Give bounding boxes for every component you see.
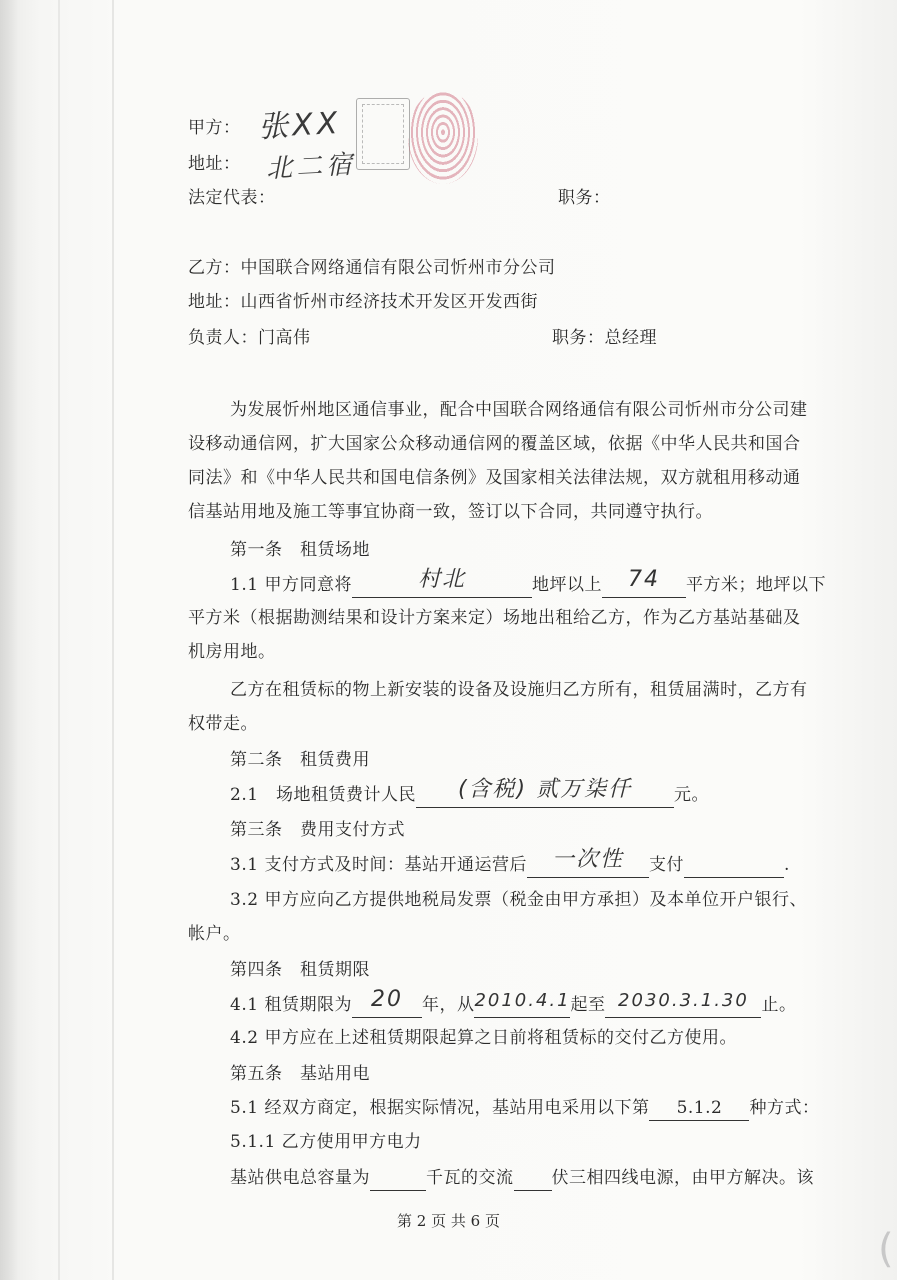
- article-3-title: 第三条 费用支付方式: [230, 820, 405, 840]
- seal-stamp: [356, 98, 410, 170]
- handwritten-end-date: 2030.3.1.30: [618, 990, 749, 1011]
- article-2-title: 第二条 租赁费用: [230, 750, 370, 770]
- article-5-3-text: 基站供电总容量为: [230, 1168, 370, 1188]
- article-5-3-text: 千瓦的交流: [426, 1168, 514, 1188]
- fill-payment-method: [527, 847, 649, 878]
- party-a-label: 甲方：: [188, 118, 241, 138]
- handwritten-location: 村北: [417, 567, 466, 592]
- fill-rent-amount: [416, 777, 674, 808]
- handwritten-start-date: 2010.4.1: [474, 990, 571, 1011]
- article-5-line: 5.1.1 乙方使用甲方电力: [230, 1132, 422, 1152]
- article-4-1-text: 4.1 租赁期限为: [230, 995, 352, 1015]
- party-a-address-label: 地址：: [188, 154, 241, 174]
- article-2-1-text: 元。: [674, 785, 710, 805]
- edge-mark: (: [878, 1226, 894, 1272]
- handwritten-payment-method: 一次性: [551, 847, 624, 872]
- page-fold-line: [112, 0, 114, 1280]
- fill-blank: [514, 1166, 552, 1191]
- article-1-title: 第一条 租赁场地: [230, 540, 370, 560]
- party-a-address-handwritten: 北二宿: [265, 149, 357, 185]
- handwritten-term-years: 20: [370, 987, 403, 1012]
- article-4-title: 第四条 租赁期限: [230, 960, 370, 980]
- fill-blank: [370, 1166, 426, 1191]
- article-1-1-text: 1.1 甲方同意将: [230, 575, 352, 595]
- article-4-1: [230, 987, 797, 1018]
- article-5-3: [230, 1166, 814, 1191]
- article-3-1-text: 支付: [648, 855, 684, 875]
- article-2-1-text: 2.1 场地租赁费计人民: [230, 785, 417, 805]
- article-3-line: 3.2 甲方应向乙方提供地税局发票（税金由甲方承担）及本单位开户银行、: [230, 890, 807, 910]
- article-5-3-text: 伏三相四线电源，由甲方解决。该: [551, 1168, 814, 1188]
- fill-location: [352, 567, 532, 598]
- intro-line: 为发展忻州地区通信事业，配合中国联合网络通信有限公司忻州市分公司建: [230, 400, 808, 420]
- intro-line: 信基站用地及施工等事宜协商一致，签订以下合同，共同遵守执行。: [188, 502, 713, 522]
- article-4-1-text: 起至: [570, 995, 606, 1015]
- party-a-signature: 张XX: [257, 105, 343, 146]
- party-b-address: 地址：山西省忻州市经济技术开发区开发西街: [188, 292, 538, 312]
- article-3-1-text: 3.1 支付方式及时间：基站开通运营后: [230, 855, 527, 875]
- intro-line: 同法》和《中华人民共和国电信条例》及国家相关法律法规，双方就租用移动通: [188, 468, 801, 488]
- party-a-title-label: 职务：: [558, 188, 611, 208]
- party-b-representative: 负责人：门高伟: [188, 328, 311, 348]
- handwritten-rent-amount: (含税) 贰万柒仟: [457, 777, 633, 802]
- intro-line: 设移动通信网，扩大国家公众移动通信网的覆盖区域，依据《中华人民共和国合: [188, 434, 801, 454]
- party-b-title: 职务：总经理: [552, 328, 657, 348]
- fill-term-years: [352, 987, 422, 1018]
- article-4-line: 4.2 甲方应在上述租赁期限起算之日前将租赁标的交付乙方使用。: [230, 1028, 737, 1048]
- article-5-title: 第五条 基站用电: [230, 1064, 370, 1084]
- article-1-line: 机房用地。: [188, 642, 276, 662]
- article-4-1-text: 止。: [761, 995, 797, 1015]
- handwritten-area: 74: [627, 567, 660, 592]
- article-3-1: [230, 847, 790, 878]
- page-fold-line: [58, 0, 60, 1280]
- page-edge-shadow: [0, 0, 18, 1280]
- fill-end-date: [605, 990, 761, 1018]
- article-1-line: 平方米（根据勘测结果和设计方案来定）场地出租给乙方，作为乙方基站基础及: [188, 608, 801, 628]
- party-a-rep-label: 法定代表：: [188, 188, 276, 208]
- article-2-1: [230, 777, 710, 808]
- article-3-line: 帐户。: [188, 924, 241, 944]
- page-footer: 第 2 页 共 6 页: [397, 1212, 500, 1230]
- fill-area: [602, 567, 686, 598]
- article-5-1: [230, 1096, 819, 1121]
- article-1-1-text: 地坪以上: [531, 575, 602, 595]
- article-1-line: 权带走。: [188, 714, 258, 734]
- fill-blank: [684, 853, 784, 878]
- article-5-1-text: 5.1 经双方商定，根据实际情况，基站用电采用以下第: [230, 1098, 650, 1118]
- article-1-1: [230, 567, 826, 598]
- article-4-1-text: 年，从: [421, 995, 475, 1015]
- power-option-value: 5.1.2: [676, 1098, 723, 1118]
- party-b-name: 乙方：中国联合网络通信有限公司忻州市分公司: [188, 258, 556, 278]
- article-1-line: 乙方在租赁标的物上新安装的设备及设施归乙方所有，租赁届满时，乙方有: [230, 680, 808, 700]
- article-3-1-text: .: [783, 855, 790, 875]
- fill-power-option: [649, 1096, 749, 1121]
- fill-start-date: [474, 990, 571, 1018]
- article-5-1-text: 种方式：: [749, 1098, 820, 1118]
- article-1-1-text: 平方米；地坪以下: [685, 575, 826, 595]
- fingerprint-mark: [408, 90, 478, 184]
